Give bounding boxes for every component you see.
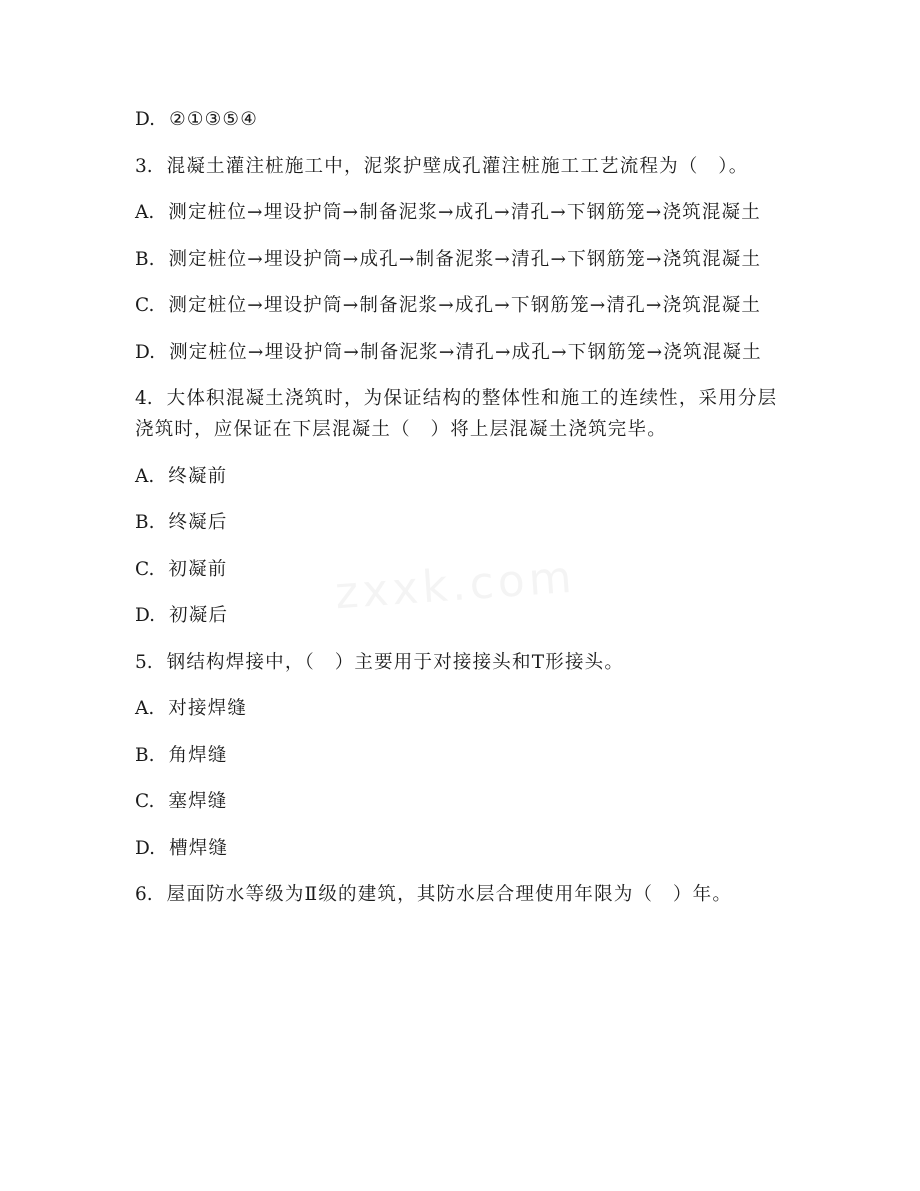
question-text: 屋面防水等级为Ⅱ级的建筑，其防水层合理使用年限为（ ）年。 <box>166 884 733 905</box>
q5-option-c <box>135 786 790 817</box>
option-d-prev <box>135 104 790 135</box>
q4-option-c <box>135 554 790 585</box>
option-text: ②①③⑤④ <box>169 109 258 130</box>
option-label: D. <box>135 605 156 626</box>
question-text: 混凝土灌注桩施工中，泥浆护壁成孔灌注桩施工工艺流程为（ ）。 <box>166 155 749 177</box>
option-text: 角焊缝 <box>168 744 228 766</box>
option-text: 测定桩位→埋设护筒→制备泥浆→成孔→清孔→下钢筋笼→浇筑混凝土 <box>168 202 761 223</box>
option-label: C. <box>135 558 155 580</box>
question-text: 钢结构焊接中，（ ）主要用于对接接头和T形接头。 <box>166 651 625 673</box>
option-label: B. <box>135 512 155 533</box>
question-text: 大体积混凝土浇筑时，为保证结构的整体性和施工的连续性，采用分层浇筑时，应保证在下层混凝土（ ）将上层混凝土浇筑完毕。 <box>135 388 778 440</box>
question-number: 5. <box>135 651 153 673</box>
option-label: B. <box>135 248 155 270</box>
option-text: 终凝后 <box>168 512 228 533</box>
q4-option-d <box>135 600 790 631</box>
option-text: 初凝后 <box>169 605 229 626</box>
q4-option-b <box>135 507 790 538</box>
option-text: 对接焊缝 <box>168 698 248 719</box>
question-number: 6. <box>135 884 153 905</box>
option-label: D. <box>135 109 156 130</box>
option-text: 终凝前 <box>168 465 228 487</box>
question-4 <box>135 383 790 445</box>
q3-option-b <box>135 244 790 275</box>
q3-option-c <box>135 290 790 321</box>
option-text: 初凝前 <box>168 558 228 580</box>
option-label: B. <box>135 744 155 766</box>
option-label: A. <box>135 465 155 487</box>
option-label: C. <box>135 295 155 316</box>
question-5 <box>135 647 790 678</box>
option-text: 槽焊缝 <box>169 837 229 859</box>
option-text: 测定桩位→埋设护筒→成孔→制备泥浆→清孔→下钢筋笼→浇筑混凝土 <box>168 248 762 270</box>
option-label: C. <box>135 791 155 812</box>
question-number: 3. <box>135 155 153 177</box>
option-label: A. <box>135 202 155 223</box>
q3-option-d <box>135 337 790 368</box>
question-6 <box>135 879 790 910</box>
option-label: D. <box>135 837 156 859</box>
option-label: D. <box>135 341 156 363</box>
document-content <box>135 104 790 926</box>
q3-option-a <box>135 197 790 228</box>
q4-option-a <box>135 461 790 492</box>
q5-option-b <box>135 740 790 771</box>
option-text: 测定桩位→埋设护筒→制备泥浆→成孔→下钢筋笼→清孔→浇筑混凝土 <box>168 295 762 316</box>
question-3 <box>135 151 790 182</box>
option-text: 测定桩位→埋设护筒→制备泥浆→清孔→成孔→下钢筋笼→浇筑混凝土 <box>169 341 762 363</box>
option-text: 塞焊缝 <box>168 791 228 812</box>
q5-option-a <box>135 693 790 724</box>
option-label: A. <box>135 698 155 719</box>
question-number: 4. <box>135 388 153 409</box>
q5-option-d <box>135 833 790 864</box>
